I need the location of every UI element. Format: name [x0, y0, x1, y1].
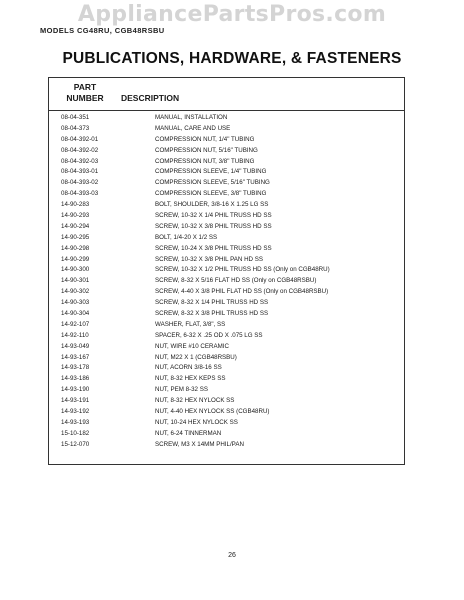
- part-number-cell: 14-92-107: [61, 320, 90, 328]
- header-part-line1: PART: [73, 82, 97, 92]
- table-row: [49, 146, 404, 157]
- description-cell: NUT, 8-32 HEX NYLOCK SS: [155, 397, 235, 405]
- table-row: [49, 200, 404, 211]
- description-cell: NUT, PEM 8-32 SS: [155, 386, 208, 394]
- table-row: [49, 342, 404, 353]
- description-cell: WASHER, FLAT, 3/8", SS: [155, 320, 226, 328]
- table-row: [49, 385, 404, 396]
- part-number-cell: 14-90-295: [61, 233, 90, 241]
- description-cell: COMPRESSION NUT, 3/8" TUBING: [155, 157, 255, 165]
- table-row: [49, 320, 404, 331]
- description-cell: COMPRESSION SLEEVE, 1/4" TUBING: [155, 168, 267, 176]
- table-row: [49, 211, 404, 222]
- description-cell: MANUAL, CARE AND USE: [155, 124, 231, 132]
- table-row: [49, 124, 404, 135]
- description-cell: COMPRESSION SLEEVE, 5/16" TUBING: [155, 179, 270, 187]
- table-row: [49, 233, 404, 244]
- part-number-cell: 14-90-299: [61, 255, 90, 263]
- description-cell: NUT, WIRE #10 CERAMIC: [155, 342, 229, 350]
- header-description: DESCRIPTION: [121, 93, 180, 103]
- table-row: [49, 244, 404, 255]
- table-row: [49, 222, 404, 233]
- part-number-cell: 14-93-186: [61, 375, 90, 383]
- model-line: MODELS CG48RU, CGB48RSBU: [40, 26, 165, 35]
- part-number-cell: 14-93-049: [61, 342, 90, 350]
- table-header: [49, 78, 404, 111]
- table-row: [49, 113, 404, 124]
- part-number-cell: 14-90-294: [61, 222, 90, 230]
- description-cell: SCREW, 8-32 X 5/16 FLAT HD SS (Only on CGB48RSBU): [155, 277, 317, 285]
- part-number-cell: 14-90-301: [61, 277, 90, 285]
- parts-table: [48, 77, 405, 465]
- table-row: [49, 287, 404, 298]
- part-number-cell: 14-93-191: [61, 397, 90, 405]
- description-cell: NUT, 10-24 HEX NYLOCK SS: [155, 418, 238, 426]
- table-row: [49, 363, 404, 374]
- page-title: PUBLICATIONS, HARDWARE, & FASTENERS: [62, 50, 402, 67]
- table-row: [49, 331, 404, 342]
- part-number-cell: 15-12-070: [61, 440, 90, 448]
- part-number-cell: 14-93-178: [61, 364, 90, 372]
- table-row: [49, 276, 404, 287]
- part-number-cell: 08-04-392-02: [61, 146, 99, 154]
- part-number-cell: 14-92-110: [61, 331, 89, 339]
- description-cell: SCREW, 10-24 X 3/8 PHIL TRUSS HD SS: [155, 244, 272, 252]
- table-row: [49, 255, 404, 266]
- part-number-cell: 14-90-304: [61, 310, 90, 318]
- description-cell: NUT, 8-32 HEX KEPS SS: [155, 375, 226, 383]
- part-number-cell: 14-93-193: [61, 418, 90, 426]
- part-number-cell: 14-93-167: [61, 353, 90, 361]
- table-row: [49, 396, 404, 407]
- header-part-number: [59, 82, 111, 104]
- description-cell: NUT, ACORN 3/8-16 SS: [155, 364, 222, 372]
- part-number-cell: 14-93-190: [61, 386, 90, 394]
- header-part-line2: NUMBER: [66, 93, 104, 103]
- part-number-cell: 08-04-392-03: [61, 157, 99, 165]
- table-row: [49, 157, 404, 168]
- description-cell: COMPRESSION SLEEVE, 3/8" TUBING: [155, 190, 267, 198]
- table-row: [49, 167, 404, 178]
- part-number-cell: 08-04-393-03: [61, 190, 99, 198]
- description-cell: NUT, 6-24 TINNERMAN: [155, 429, 222, 437]
- description-cell: SCREW, 10-32 X 3/8 PHIL PAN HD SS: [155, 255, 263, 263]
- description-cell: MANUAL, INSTALLATION: [155, 114, 228, 121]
- part-number-cell: 14-90-293: [61, 212, 90, 220]
- description-cell: SCREW, 10-32 X 1/4 PHIL TRUSS HD SS: [155, 212, 272, 220]
- table-body: [49, 113, 404, 451]
- part-number-cell: 14-93-192: [61, 408, 90, 416]
- table-row: [49, 440, 404, 451]
- table-row: [49, 265, 404, 276]
- part-number-cell: 08-04-392-01: [61, 135, 99, 143]
- description-cell: SCREW, 10-32 X 1/2 PHIL TRUSS HD SS (Only on CGB48RU): [155, 266, 330, 274]
- part-number-cell: 14-90-302: [61, 288, 90, 296]
- description-cell: SPACER, 6-32 X .25 OD X .075 LG SS: [155, 331, 263, 339]
- table-row: [49, 189, 404, 200]
- part-number-cell: 14-90-303: [61, 299, 90, 307]
- table-row: [49, 429, 404, 440]
- description-cell: COMPRESSION NUT, 1/4" TUBING: [155, 135, 255, 143]
- table-row: [49, 298, 404, 309]
- part-number-cell: 08-04-393-01: [61, 168, 99, 176]
- part-number-cell: 08-04-373: [61, 124, 90, 132]
- part-number-cell: 14-90-283: [61, 201, 90, 209]
- description-cell: SCREW, M3 X 14MM PHIL/PAN: [155, 440, 244, 448]
- description-cell: NUT, M22 X 1 (CGB48RSBU): [155, 353, 237, 361]
- description-cell: SCREW, 8-32 X 1/4 PHIL TRUSS HD SS: [155, 299, 269, 307]
- part-number-cell: 14-90-300: [61, 266, 90, 274]
- table-row: [49, 353, 404, 364]
- part-number-cell: 08-04-393-02: [61, 179, 99, 187]
- page-number: 26: [228, 552, 236, 559]
- watermark-logo: AppliancePartsPros.com: [77, 2, 387, 27]
- description-cell: BOLT, 1/4-20 X 1/2 SS: [155, 233, 218, 241]
- part-number-cell: 14-90-298: [61, 244, 90, 252]
- description-cell: BOLT, SHOULDER, 3/8-16 X 1.25 LG SS: [155, 201, 269, 209]
- description-cell: SCREW, 10-32 X 3/8 PHIL TRUSS HD SS: [155, 222, 272, 230]
- table-row: [49, 407, 404, 418]
- table-row: [49, 418, 404, 429]
- description-cell: SCREW, 4-40 X 3/8 PHIL FLAT HD SS (Only on CGB48RSBU): [155, 288, 329, 296]
- description-cell: NUT, 4-40 HEX NYLOCK SS (CGB48RU): [155, 408, 270, 416]
- description-cell: COMPRESSION NUT, 5/16" TUBING: [155, 146, 258, 154]
- table-row: [49, 374, 404, 385]
- part-number-cell: 08-04-351: [61, 114, 90, 121]
- part-number-cell: 15-10-182: [61, 429, 90, 437]
- table-row: [49, 135, 404, 146]
- table-row: [49, 309, 404, 320]
- table-row: [49, 178, 404, 189]
- description-cell: SCREW, 8-32 X 3/8 PHIL TRUSS HD SS: [155, 310, 269, 318]
